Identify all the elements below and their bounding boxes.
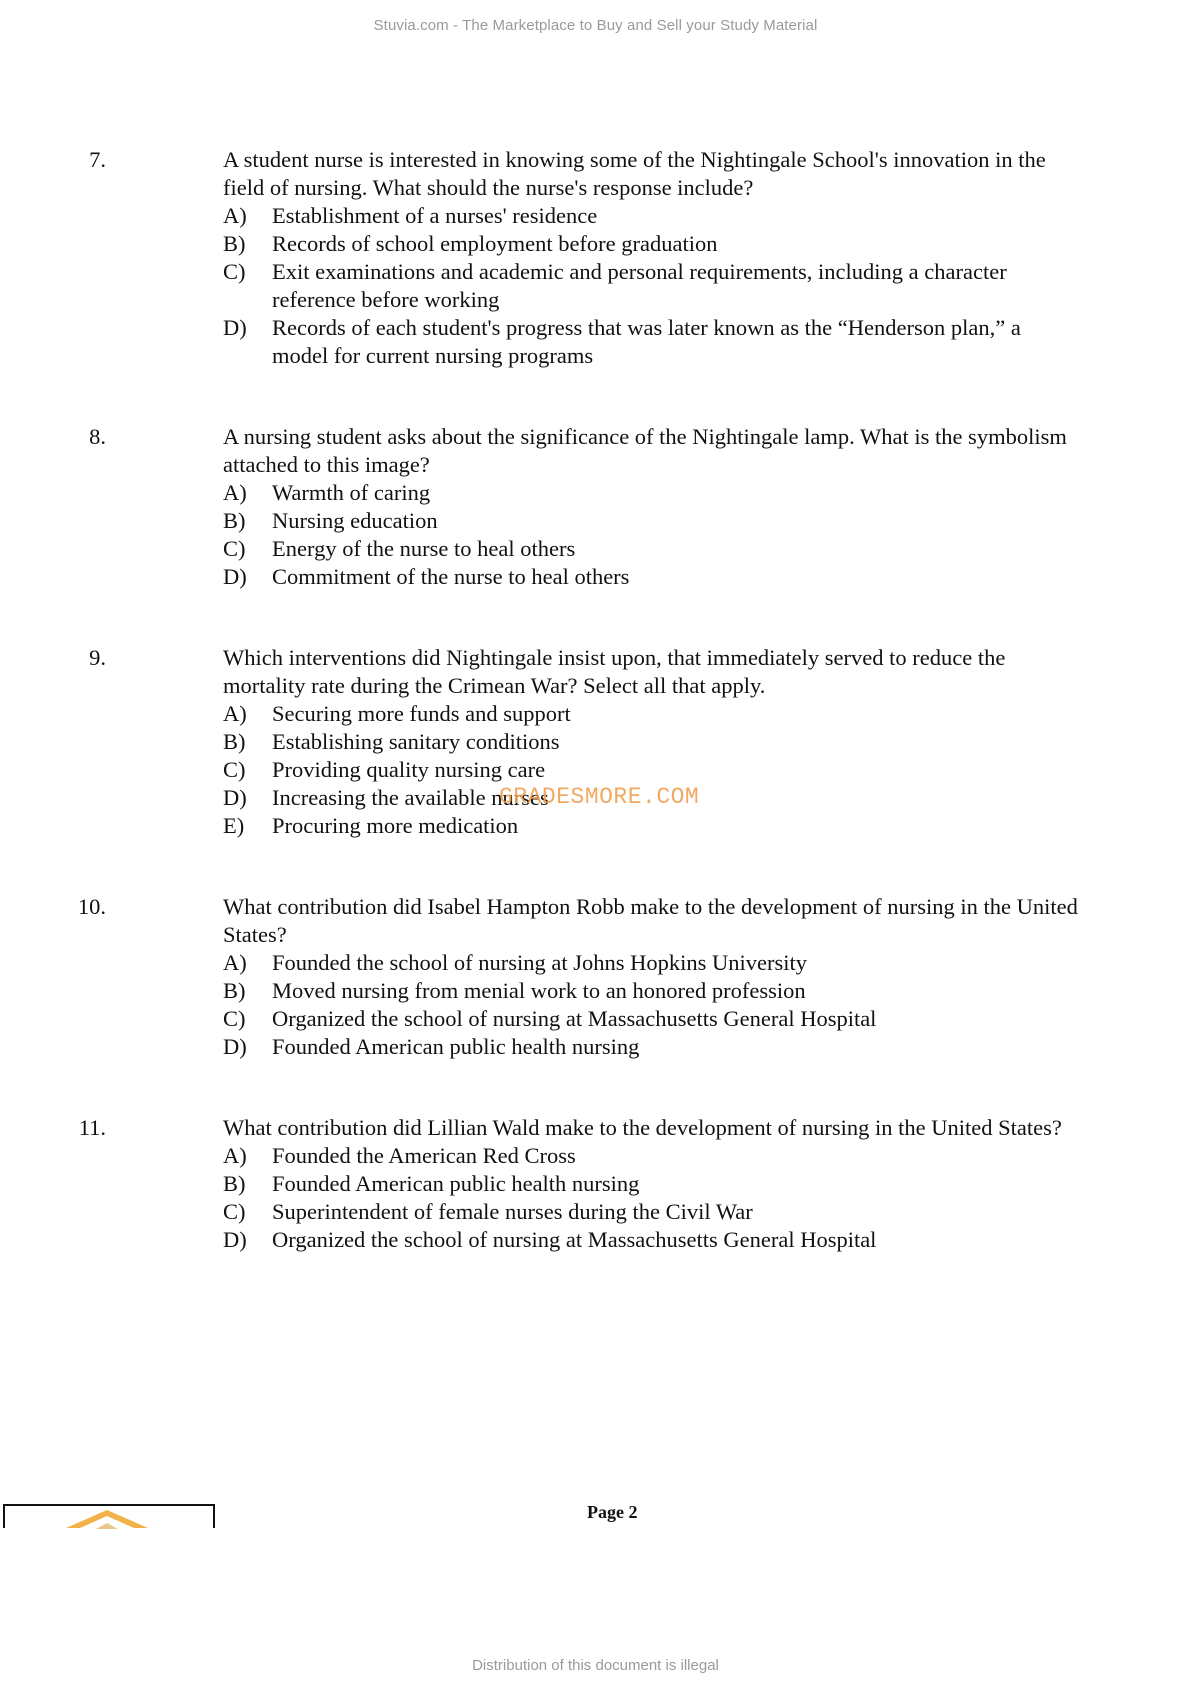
option-text: Securing more funds and support [272, 701, 571, 726]
option-text: Founded the school of nursing at Johns Hopkins University [272, 950, 807, 975]
question-10 [0, 893, 1191, 1061]
answer-option [0, 1142, 1082, 1170]
option-text: Organized the school of nursing at Massachusetts General Hospital [272, 1006, 877, 1031]
answer-option [0, 479, 1082, 507]
question-number: 8. [89, 424, 106, 449]
option-letter: D) [223, 1034, 247, 1059]
answer-option [0, 700, 1082, 728]
question-text: A student nurse is interested in knowing some of the Nightingale School's innovation in the field of nursing. What should the nurse's response include? [223, 147, 1046, 200]
question-11 [0, 1114, 1191, 1254]
answer-option [0, 258, 1082, 314]
option-letter: B) [223, 1171, 246, 1196]
question-text: What contribution did Isabel Hampton Robb make to the development of nursing in the United States? [223, 894, 1078, 947]
question-number: 11. [78, 1115, 106, 1140]
option-letter: C) [223, 1199, 246, 1224]
option-letter: B) [223, 231, 246, 256]
answer-option [0, 1170, 1082, 1198]
question-number: 9. [89, 645, 106, 670]
option-text: Founded American public health nursing [272, 1171, 640, 1196]
option-text: Commitment of the nurse to heal others [272, 564, 630, 589]
answer-option [0, 535, 1082, 563]
option-letter: D) [223, 1227, 247, 1252]
option-text: Energy of the nurse to heal others [272, 536, 576, 561]
option-text: Establishing sanitary conditions [272, 729, 560, 754]
option-text: Exit examinations and academic and personal requirements, including a character reference before working [272, 259, 1007, 312]
option-letter: D) [223, 785, 247, 810]
answer-option [0, 949, 1082, 977]
answer-option [0, 230, 1082, 258]
option-text: Records of school employment before graduation [272, 231, 718, 256]
option-letter: A) [223, 203, 247, 228]
answer-option [0, 314, 1082, 370]
option-letter: D) [223, 564, 247, 589]
option-letter: B) [223, 508, 246, 533]
question-text: A nursing student asks about the significance of the Nightingale lamp. What is the symbolism attached to this image? [223, 424, 1067, 477]
option-text: Founded American public health nursing [272, 1034, 640, 1059]
answer-option [0, 1005, 1082, 1033]
question-list [0, 146, 1191, 1307]
question-8 [0, 423, 1191, 591]
question-text: Which interventions did Nightingale insist upon, that immediately served to reduce the mortality rate during the Crimean War? Select all that apply. [223, 645, 1006, 698]
option-text: Providing quality nursing care [272, 757, 546, 782]
distribution-footer: Distribution of this document is illegal [472, 1657, 719, 1674]
footer-logo-icon [66, 1508, 148, 1530]
watermark-text: GRADESMORE.COM [499, 784, 700, 810]
option-letter: E) [223, 813, 245, 838]
option-text: Procuring more medication [272, 813, 519, 838]
answer-option [0, 563, 1082, 591]
question-number: 10. [77, 894, 106, 919]
option-letter: B) [223, 729, 246, 754]
option-letter: C) [223, 757, 246, 782]
option-text: Establishment of a nurses' residence [272, 203, 598, 228]
option-letter: A) [223, 1143, 247, 1168]
option-text: Increasing the available nurses [272, 785, 549, 810]
answer-option [0, 1226, 1082, 1254]
option-text: Organized the school of nursing at Massachusetts General Hospital [272, 1227, 877, 1252]
option-text: Superintendent of female nurses during the Civil War [272, 1199, 753, 1224]
option-letter: A) [223, 480, 247, 505]
option-letter: B) [223, 978, 246, 1003]
answer-option [0, 1198, 1082, 1226]
option-letter: D) [223, 315, 247, 340]
option-letter: A) [223, 701, 247, 726]
question-9 [0, 644, 1191, 840]
answer-option [0, 812, 1082, 840]
answer-option [0, 756, 1082, 784]
question-7 [0, 146, 1191, 370]
option-letter: A) [223, 950, 247, 975]
answer-option [0, 1033, 1082, 1061]
option-letter: C) [223, 259, 246, 284]
option-text: Moved nursing from menial work to an honored profession [272, 978, 806, 1003]
question-text: What contribution did Lillian Wald make to the development of nursing in the United States? [223, 1115, 1062, 1140]
option-text: Founded the American Red Cross [272, 1143, 576, 1168]
answer-option [0, 507, 1082, 535]
site-header: Stuvia.com - The Marketplace to Buy and Sell your Study Material [373, 17, 818, 34]
option-text: Nursing education [272, 508, 438, 533]
option-text: Warmth of caring [272, 480, 431, 505]
option-text: Records of each student's progress that was later known as the “Henderson plan,” a model for current nursing programs [272, 315, 1021, 368]
answer-option [0, 977, 1082, 1005]
option-letter: C) [223, 536, 246, 561]
answer-option [0, 728, 1082, 756]
option-letter: C) [223, 1006, 246, 1031]
page-number: Page 2 [587, 1502, 638, 1522]
question-number: 7. [89, 147, 106, 172]
answer-option [0, 202, 1082, 230]
